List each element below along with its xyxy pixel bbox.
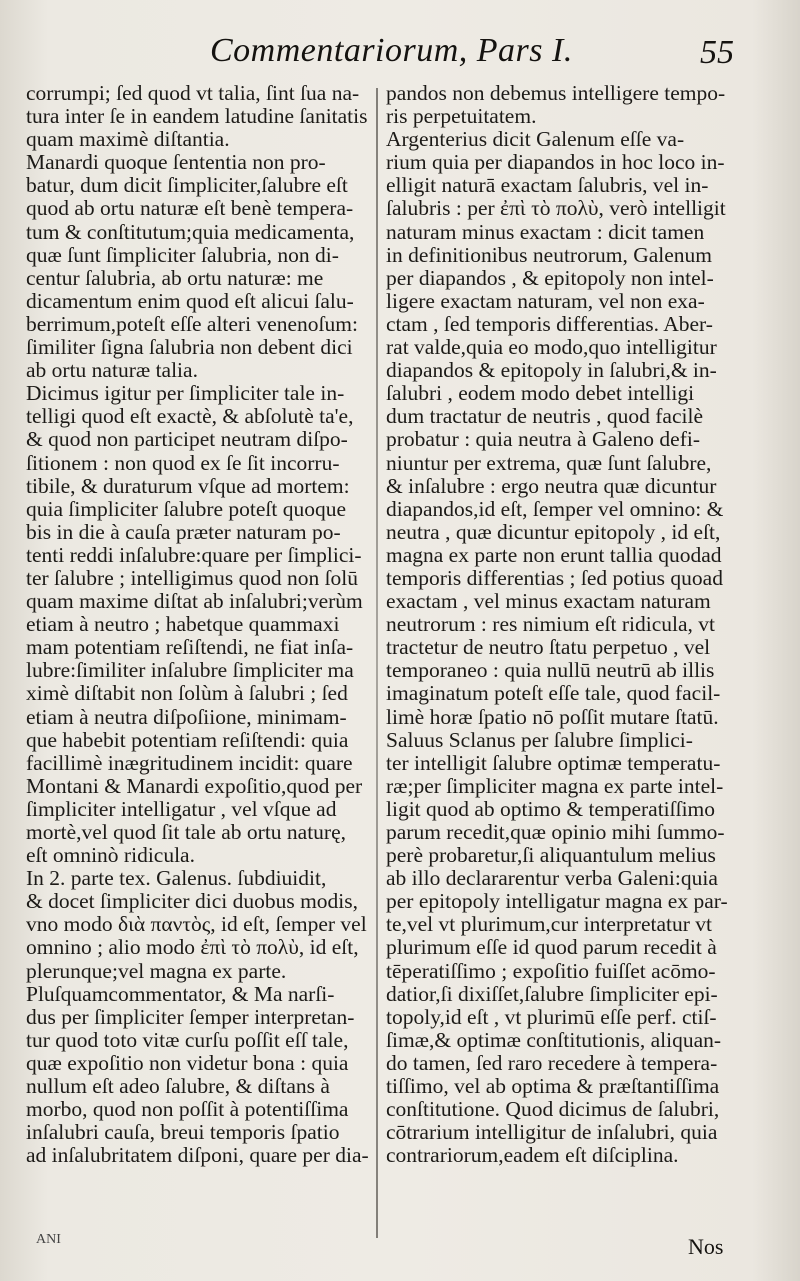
text-line: diapandos & epitopoly in ſalubri,& in-: [386, 358, 717, 383]
text-line: probatur : quia neutra à Galeno defi-: [386, 427, 701, 452]
text-line: ter ſalubre ; intelligimus quod non ſolū: [26, 565, 359, 590]
text-line: ſitionem : non quod ex ſe ſit incorru-: [26, 450, 340, 475]
text-line: ræ;per ſimpliciter magna ex parte intel-: [386, 773, 724, 798]
text-line: ad inſalubritatem diſponi, quare per dia-: [26, 1143, 369, 1168]
text-line: rat valde,quia eo modo,quo intelligitur: [386, 335, 717, 360]
text-line: tractetur de neutro ſtatu perpetuo , vel: [386, 635, 711, 660]
text-line: magna ex parte non erunt tallia quodad: [386, 542, 722, 567]
text-line: temporaneo : quia nullū neutrū ab illis: [386, 658, 715, 683]
text-line: plerunque;vel magna ex parte.: [26, 958, 287, 983]
text-line: perè probaretur,ſi aliquantulum melius: [386, 843, 716, 868]
text-line: Manardi quoque ſententia non pro-: [26, 150, 326, 175]
text-line: lubre:ſimiliter inſalubre ſimpliciter ma: [26, 658, 354, 683]
text-line: contrariorum,eadem eſt diſciplina.: [386, 1143, 679, 1168]
text-line: ctam , ſed temporis differentias. Aber-: [386, 311, 713, 336]
text-line: mam potentiam reſiſtendi, ne fiat inſa-: [26, 635, 354, 660]
text-line: limè horæ ſpatio nō poſſit mutare ſtatū.: [386, 704, 719, 729]
text-line: pandos non debemus intelligere tempo-: [386, 81, 726, 105]
text-line: datior,ſi dixiſſet,ſalubre ſimpliciter epi-: [386, 981, 718, 1006]
text-line: ligit quod ab optimo & temperatiſſimo: [386, 796, 716, 821]
text-line: rium quia per diapandos in hoc loco in-: [386, 150, 725, 175]
text-line: te,vel vt plurimum,cur interpretatur vt: [386, 912, 712, 937]
text-line: quam maxime diſtat ab inſalubri;verùm: [26, 589, 363, 614]
text-line: cōtrarium intelligitur de inſalubri, quia: [386, 1120, 718, 1145]
text-line: ter intelligit ſalubre optimæ temperatu-: [386, 750, 721, 775]
text-line: berrimum,poteſt eſſe alteri venenoſum:: [26, 311, 358, 336]
text-line: conſtitutione. Quod dicimus de ſalubri,: [386, 1097, 720, 1122]
text-line: Pluſquamcommentator, & Ma narſi-: [26, 981, 335, 1006]
text-line: ligere exactam naturam, vel non exa-: [386, 288, 705, 313]
text-line: niuntur per extrema, quæ ſunt ſalubre,: [386, 450, 712, 475]
right-text-column: [386, 82, 732, 1167]
text-line: parum recedit,quæ opinio mihi ſummo-: [386, 820, 725, 844]
text-line: eſt omninò ridicula.: [26, 843, 195, 868]
text-line: temporis differentias ; ſed potius quoad: [386, 565, 723, 590]
text-line: omnino ; alio modo ἐπὶ τὸ πολὺ, id eſt,: [26, 935, 359, 960]
text-line: tibile, & duraturum vſque ad mortem:: [26, 473, 350, 498]
text-line: exactam , vel minus exactam naturam: [386, 589, 711, 614]
text-line: Saluus Sclanus per ſalubre ſimplici-: [386, 727, 693, 752]
text-line: ſimæ,& optimæ conſtitutionis, aliquan-: [386, 1027, 722, 1052]
text-line: dum tractatur de neutris , quod facilè: [386, 404, 704, 429]
text-line: vno modo διὰ παντὸς, id eſt, ſemper vel: [26, 912, 367, 937]
text-line: mortè,vel quod ſit tale ab ortu naturę,: [26, 820, 347, 844]
text-line: diapandos,id eſt, ſemper vel omnino: &: [386, 496, 724, 521]
text-line: In 2. parte tex. Galenus. ſubdiuidit,: [26, 866, 327, 891]
text-line: ſimiliter ſigna ſalubria non debent dici: [26, 335, 353, 360]
text-line: inſalubri cauſa, breui temporis ſpatio: [26, 1120, 340, 1145]
text-line: quam maximè diſtantia.: [26, 127, 230, 152]
text-line: plurimum eſſe id quod parum recedit à: [386, 935, 717, 960]
text-line: nullum eſt adeo ſalubre, & diſtans à: [26, 1074, 330, 1099]
text-line: dus per ſimpliciter ſemper interpretan-: [26, 1004, 355, 1029]
running-title: Commentariorum, Pars I.: [210, 32, 573, 69]
text-line: ris perpetuitatem.: [386, 104, 537, 129]
text-line: morbo, quod non poſſit à potentiſſima: [26, 1097, 349, 1122]
text-line: tur quod toto vitæ curſu poſſit eſſ tale,: [26, 1027, 349, 1052]
text-line: neutrorum : res nimium eſt ridicula, vt: [386, 612, 715, 637]
text-line: Montani & Manardi expoſitio,quod per: [26, 773, 363, 798]
text-line: tēperatiſſimo ; expoſitio fuiſſet acōmo-: [386, 958, 716, 983]
text-line: quod ab ortu naturæ eſt benè tempera-: [26, 196, 354, 221]
text-line: etiam à neutra diſpoſiione, minimam-: [26, 704, 347, 729]
text-line: telligi quod eſt exactè, & abſolutè ta'e,: [26, 404, 354, 429]
text-line: ſimpliciter intelligatur , vel vſque ad: [26, 796, 337, 821]
text-line: do tamen, ſed raro recedere à tempera-: [386, 1050, 718, 1075]
text-line: tum & conſtitutum;quia medicamenta,: [26, 219, 355, 244]
text-line: centur ſalubria, ab ortu naturæ: me: [26, 265, 324, 290]
text-line: ximè diſtabit non ſolùm à ſalubri ; ſed: [26, 681, 348, 706]
text-line: bis in die à cauſa præter naturam po-: [26, 519, 341, 544]
text-line: dicamentum enim quod eſt alicui ſalu-: [26, 288, 354, 313]
page-header: [0, 24, 800, 84]
text-line: ab illo declararentur verba Galeni:quia: [386, 866, 718, 891]
text-line: Argenterius dicit Galenum eſſe va-: [386, 127, 685, 152]
text-line: per epitopoly intelligatur magna ex par-: [386, 889, 728, 914]
text-line: tenti reddi inſalubre:quare per ſimplici-: [26, 542, 362, 567]
text-line: & docet ſimpliciter dici duobus modis,: [26, 889, 359, 914]
text-line: ab ortu naturæ talia.: [26, 358, 198, 383]
text-line: ſalubris : per ἐπὶ τὸ πολὺ, verò intelligit: [386, 196, 726, 221]
text-line: topoly,id eſt , vt plurimū eſſe perf. ctiſ-: [386, 1004, 717, 1029]
text-line: quæ expoſitio non videtur bona : quia: [26, 1050, 349, 1075]
page-number: 55: [700, 34, 734, 71]
text-line: etiam à neutro ; habetque quammaxi: [26, 612, 340, 637]
text-line: quia ſimpliciter ſalubre poteſt quoque: [26, 496, 347, 521]
text-line: imaginatum poteſt eſſe tale, quod facil-: [386, 681, 721, 706]
text-line: neutra , quæ dicuntur epitopoly , id eſt,: [386, 519, 721, 544]
signature-mark: ANI: [36, 1232, 61, 1247]
text-line: per diapandos , & epitopoly non intel-: [386, 265, 714, 290]
text-line: ſalubri , eodem modo debet intelligi: [386, 381, 695, 406]
left-text-column: [26, 82, 372, 1167]
column-divider: [376, 88, 378, 1238]
text-line: elligit naturā exactam ſalubris, vel in-: [386, 173, 709, 198]
text-line: tura inter ſe in eandem latudine ſanitatis: [26, 104, 368, 129]
text-line: facillimè inægritudinem incidit: quare: [26, 750, 353, 775]
text-line: in definitionibus neutrorum, Galenum: [386, 242, 713, 267]
text-line: & inſalubre : ergo neutra quæ dicuntur: [386, 473, 717, 498]
text-line: batur, dum dicit ſimpliciter,ſalubre eſt: [26, 173, 348, 198]
text-line: corrumpi; ſed quod vt talia, ſint ſua na-: [26, 81, 360, 105]
text-line: quæ ſunt ſimpliciter ſalubria, non di-: [26, 242, 339, 267]
text-line: tiſſimo, vel ab optima & præſtantiſſima: [386, 1074, 720, 1099]
catchword: Nos: [688, 1234, 724, 1259]
text-line: naturam minus exactam : dicit tamen: [386, 219, 705, 244]
text-line: & quod non participet neutram diſpo-: [26, 427, 348, 452]
text-line: Dicimus igitur per ſimpliciter tale in-: [26, 381, 345, 406]
text-line: que habebit potentiam reſiſtendi: quia: [26, 727, 349, 752]
